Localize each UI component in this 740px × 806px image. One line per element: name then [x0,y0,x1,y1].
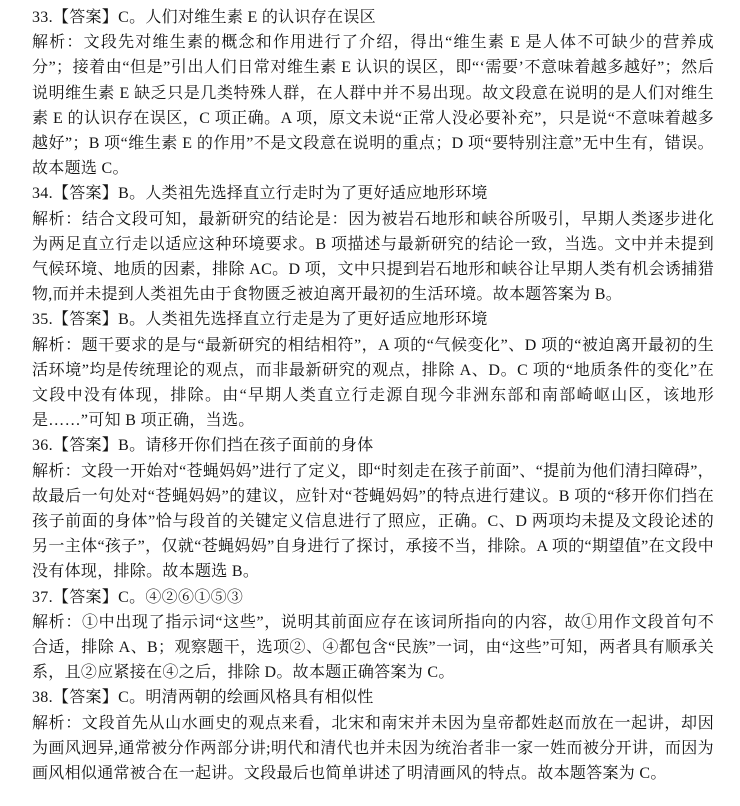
qa-item-36 [32,433,714,584]
answer-line-33: 33.【答案】C。人们对维生素 E 的认识存在误区 [32,9,376,26]
answer-line-38: 38.【答案】C。明清两朝的绘画风格具有相似性 [32,689,374,707]
analysis-paragraph-35: 解析：题干要求的是与“最新研究的相结相符”，A 项的“气候变化”、D 项的“被迫离开最初的生活环境”均是传统理论的观点，而非最新研究的观点，排除 A、D。C 项的“地质条件的变化”在文段中没有体现，排除。由“早期人类直立行走源自现今非洲东部和南部崎岖山区，该地形是……”可知 B 项正确，当选。 [32,336,714,430]
analysis-paragraph-36: 解析：文段一开始对“苍蝇妈妈”进行了定义，即“时刻走在孩子前面”、“提前为他们清扫障碍”，故最后一句处对“苍蝇妈妈”的建议，应针对“苍蝇妈妈”的特点进行建议。B 项的“移开你们挡在孩子前面的身体”恰与段首的关键定义信息进行了照应，正确。C、D 两项均未提及文段论述的另一主体“孩子”，仅就“苍蝇妈妈”自身进行了探讨，承接不当，排除。A 项的“期望值”在文段中没有体现，排除。故本题选 B。 [32,462,714,581]
analysis-paragraph-33: 解析：文段先对维生素的概念和作用进行了介绍，得出“维生素 E 是人体不可缺少的营养成分”；接着由“但是”引出人们日常对维生素 E 认识的误区，即“‘需要’不意味着越多越好”；然后说明维生素 E 缺乏只是几类特殊人群，在人群中并不易出现。故文段意在说明的是人们对维生素 E 的认识存在误区，C 项正确。A 项，原文未说“正常人没必要补充”，只是说“不意味着越多越好”；B 项“维生素 E 的作用”不是文段意在说明的重点；D 项“要特别注意”无中生有，错误。故本题选 C。 [32,34,714,178]
answer-line-35: 35.【答案】B。人类祖先选择直立行走是为了更好适应地形环境 [32,311,488,329]
qa-item-33 [32,5,714,181]
qa-item-34 [32,181,714,307]
analysis-paragraph-38: 解析：文段首先从山水画史的观点来看，北宋和南宋并未因为皇帝都姓赵而放在一起讲，却因为画风迥异,通常被分作两部分讲;明代和清代也并未因为统治者非一家一姓而被分开讲，而因为画风相似通常被合在一起讲。文段最后也简单讲述了明清画风的特点。故本题答案为 C。 [32,714,714,783]
answer-line-36: 36.【答案】B。请移开你们挡在孩子面前的身体 [32,437,374,455]
answer-line-37: 37.【答案】C。④②⑥①⑤③ [32,588,244,606]
analysis-paragraph-34: 解析：结合文段可知，最新研究的结论是：因为被岩石地形和峡谷所吸引，早期人类逐步进化为两足直立行走以适应这种环境要求。B 项描述与最新研究的结论一致，当选。文中并未提到气候环境、地质的因素，排除 AC。D 项，文中只提到岩石地形和峡谷让早期人类有机会诱捕猎物,而并未提到人类祖先由于食物匮乏被迫离开最初的生活环境。故本题答案为 B。 [32,210,714,304]
analysis-paragraph-37: 解析：①中出现了指示词“这些”，说明其前面应存在该词所指向的内容，故①用作文段首句不合适，排除 A、B；观察题干，选项②、④都包含“民族”一词，由“这些”可知，两者具有顺承关系，且②应紧接在④之后，排除 D。故本题正确答案为 C。 [32,613,714,682]
answer-line-34: 34.【答案】B。人类祖先选择直立行走时为了更好适应地形环境 [32,185,488,203]
qa-item-37 [32,585,714,686]
qa-item-38 [32,685,714,786]
qa-item-35 [32,307,714,433]
